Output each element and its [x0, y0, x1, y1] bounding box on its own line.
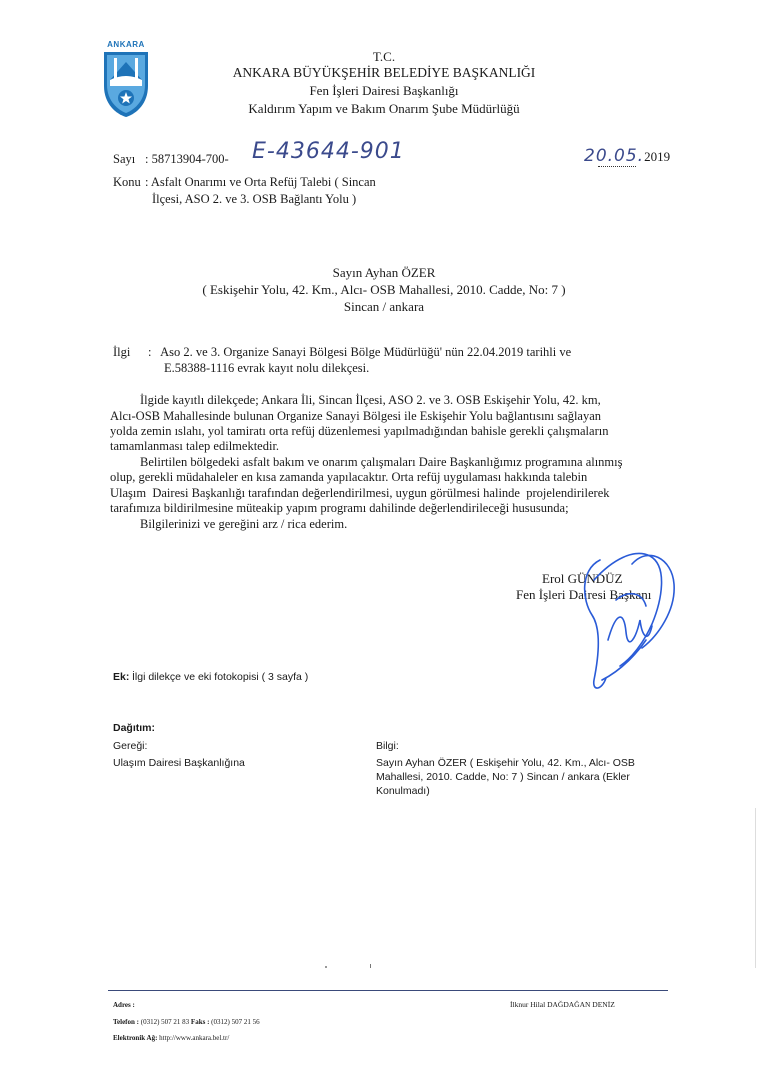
- footer-adres-label: Adres :: [113, 1001, 135, 1009]
- footer-faks-value: (0312) 507 21 56: [211, 1018, 260, 1026]
- konu-label: Konu: [113, 175, 141, 189]
- date-field: [584, 146, 670, 166]
- footer-telefon-value: (0312) 507 21 83: [140, 1018, 190, 1026]
- body-p2-line3: Ulaşım Dairesi Başkanlığı tarafından değerlendirilmesi, uygun görülmesi halinde projelendirilerek: [110, 486, 610, 500]
- ilgi-line1: : Aso 2. ve 3. Organize Sanayi Bölgesi Bölge Müdürlüğü' nün 22.04.2019 tarihli ve: [148, 345, 572, 359]
- date-handwritten: 20.05.: [584, 146, 645, 166]
- body-p2-line2: olup, gerekli müdahaleler en kısa zamanda yapılacaktır. Orta refüj uygulaması hakkında talebin: [110, 470, 588, 484]
- dagitim-geregi-value: Ulaşım Dairesi Başkanlığına: [113, 757, 245, 769]
- body-p1-line2: Alcı-OSB Mahallesinde bulunan Organize Sanayi Bölgesi ile Eskişehir Yolu bağlantısını sağlayan: [110, 409, 602, 423]
- footer-web-link[interactable]: http://www.ankara.bel.tr/: [159, 1034, 230, 1042]
- signature-title: Fen İşleri Dairesi Başkanı: [516, 587, 652, 602]
- body-p1-line1: İlgide kayıtlı dilekçede; Ankara İli, Sincan İlçesi, ASO 2. ve 3. OSB Eskişehir Yolu, 42. km,: [140, 393, 601, 407]
- ek-text: İlgi dilekçe ve eki fotokopisi ( 3 sayfa ): [132, 671, 309, 683]
- dagitim-title: Dağıtım:: [113, 722, 155, 734]
- scan-mark: [325, 966, 327, 968]
- date-year: 2019: [644, 149, 671, 164]
- dagitim-geregi-label: Gereği:: [113, 740, 148, 752]
- logo-text: ANKARA: [107, 40, 145, 49]
- addressee-address: ( Eskişehir Yolu, 42. Km., Alcı- OSB Mahallesi, 2010. Cadde, No: 7 ): [202, 282, 566, 297]
- sayi-handwritten: E-43644-901: [252, 139, 405, 164]
- body-p2-line1: Belirtilen bölgedeki asfalt bakım ve onarım çalışmaları Daire Başkanlığımız programına alınmış: [140, 455, 623, 469]
- ek-label: Ek:: [113, 671, 130, 683]
- body-p2-line4: tarafımıza bildirilmesine müteakip yapım programı dahilinde değerlendirileceği hususunda;: [110, 501, 569, 515]
- footer-web-label: Elektronik Ağ:: [113, 1034, 158, 1042]
- dagitim-bilgi-line2: Mahallesi, 2010. Cadde, No: 7 ) Sincan / ankara (Ekler: [376, 771, 630, 783]
- sayi-value: : 58713904-700-: [145, 152, 229, 166]
- date-underline: [598, 166, 636, 167]
- signature-name: Erol GÜNDÜZ: [542, 571, 623, 586]
- ilgi-line2: E.58388-1116 evrak kayıt nolu dilekçesi.: [164, 361, 370, 375]
- konu-line1: : Asfalt Onarımı ve Orta Refüj Talebi ( Sincan: [145, 175, 376, 189]
- dagitim-bilgi-line1: Sayın Ayhan ÖZER ( Eskişehir Yolu, 42. Km., Alcı- OSB: [376, 757, 635, 769]
- header-tc: T.C.: [372, 49, 396, 64]
- ilgi-label: İlgi: [113, 345, 131, 359]
- body-p1-line4: tamamlanması talep edilmektedir.: [110, 439, 280, 453]
- addressee-name: Sayın Ayhan ÖZER: [332, 265, 436, 280]
- scan-mark: [370, 964, 371, 968]
- footer-telefon-label: Telefon :: [113, 1018, 139, 1026]
- addressee-city: Sincan / ankara: [343, 299, 425, 314]
- scan-mark: [755, 808, 756, 968]
- header-branch: Kaldırım Yapım ve Bakım Onarım Şube Müdürlüğü: [248, 101, 520, 116]
- sayi-label: Sayı: [113, 152, 136, 166]
- footer-web: [113, 1033, 229, 1044]
- footer-telefon: [113, 1017, 260, 1028]
- dagitim-bilgi-label: Bilgi:: [376, 740, 399, 752]
- handwritten-signature-icon: [572, 540, 682, 700]
- body-p3: Bilgilerinizi ve gereğini arz / rica ederim.: [140, 517, 348, 531]
- footer-divider: [108, 990, 668, 991]
- header-institution: ANKARA BÜYÜKŞEHİR BELEDİYE BAŞKANLIĞI: [232, 65, 536, 80]
- konu-line2: İlçesi, ASO 2. ve 3. OSB Bağlantı Yolu ): [152, 192, 357, 206]
- dagitim-bilgi-line3: Konulmadı): [376, 785, 430, 797]
- body-p1-line3: yolda zemin ıslahı, yol tamiratı orta refüj düzenlemesi yapılmadığından bahisle gerekli çalışmaların: [110, 424, 609, 438]
- footer-faks-label: Faks :: [190, 1018, 210, 1026]
- header-department: Fen İşleri Dairesi Başkanlığı: [309, 83, 459, 98]
- footer-preparer: İlknur Hilal DAĞDAĞAN DENİZ: [510, 1000, 615, 1009]
